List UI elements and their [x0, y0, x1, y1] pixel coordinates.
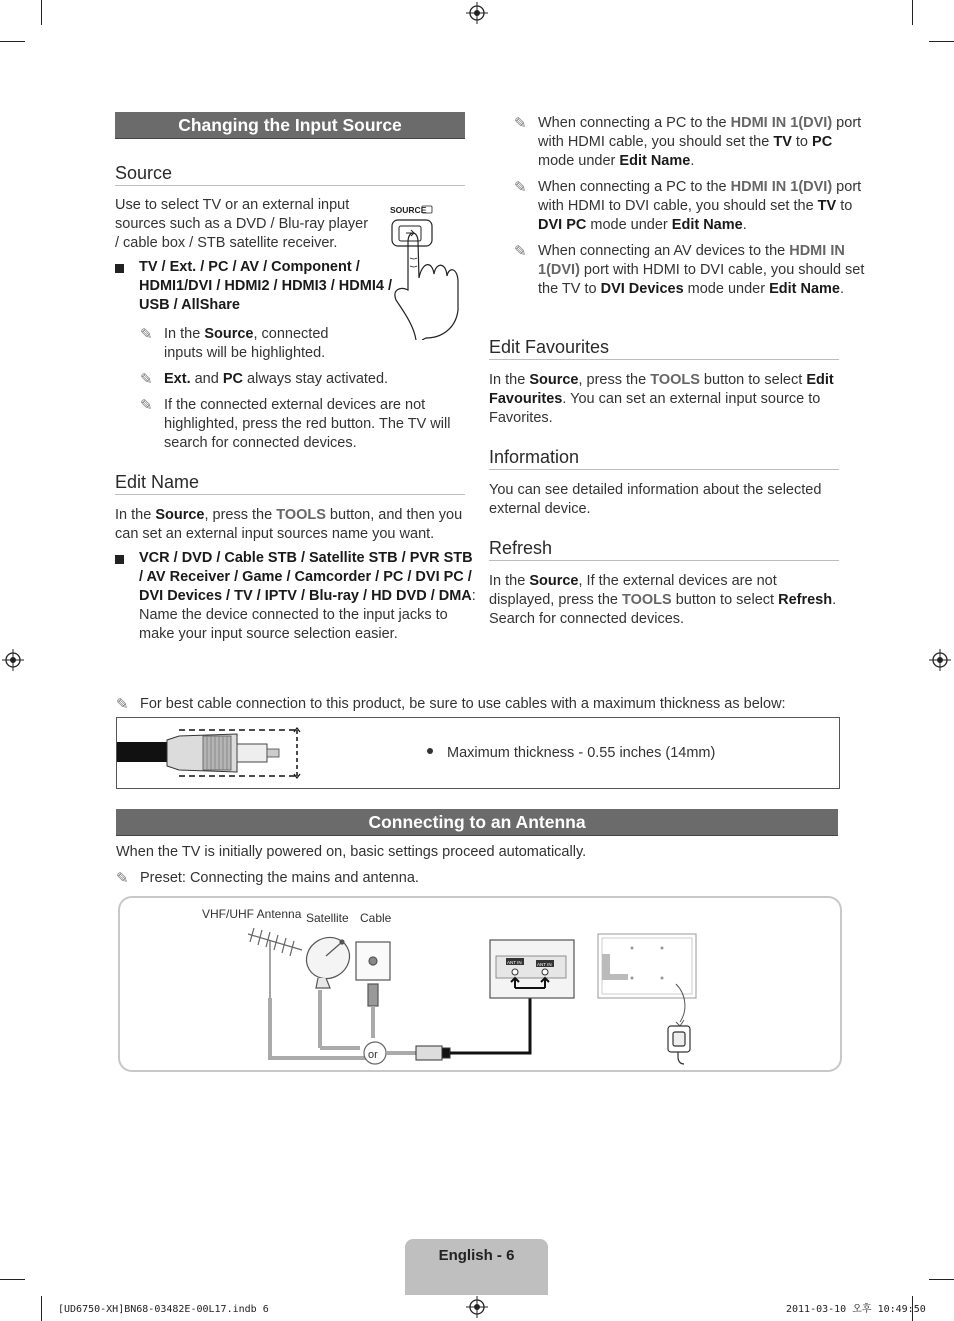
label-or: or	[368, 1049, 378, 1061]
slug-timestamp: 2011-03-10 오후 10:49:50	[786, 1304, 926, 1315]
bold-text: Source	[529, 573, 579, 589]
source-input-list: TV / Ext. / PC / AV / Component / HDMI1/DVI / HDMI2 / HDMI3 / HDMI4 / USB / AllShare	[139, 259, 392, 313]
information-text: You can see detailed information about the selected external device.	[489, 482, 822, 517]
cable-thickness-box	[116, 717, 840, 789]
text: port with HDMI to DVI cable, you should set the TV to	[538, 262, 865, 297]
crop-mark	[0, 1279, 25, 1280]
text: mode under	[538, 153, 620, 169]
hdmi-port-label: HDMI IN 1(DVI)	[538, 243, 845, 278]
source-intro: Use to select TV or an external input sources such as a DVD / Blu-ray player / cable box / STB satellite receiver.	[115, 197, 369, 251]
note-pencil-icon: ✎	[116, 695, 129, 713]
remote-source-button-illustration	[386, 200, 466, 340]
text: In the	[489, 573, 530, 589]
source-bullet-input-list	[115, 258, 394, 315]
device-name-list: VCR / DVD / Cable STB / Satellite STB / PVR STB / AV Receiver / Game / Camcorder / PC / DVI PC / DVI Devices / TV / IPTV / Blu-ray / HD DVD / DMA	[139, 550, 473, 604]
text: button to select	[671, 592, 779, 608]
power-cord-connector-icon	[668, 1026, 690, 1064]
bullet-square-icon	[115, 555, 124, 564]
text: mode under	[586, 217, 672, 233]
source-note-red-button	[140, 396, 489, 453]
section-title-antenna: Connecting to an Antenna	[116, 809, 838, 836]
edit-name-intro	[115, 506, 470, 544]
cable-wall-socket-icon	[356, 942, 390, 1038]
text: When connecting a PC to the	[538, 115, 731, 131]
crop-mark	[912, 0, 913, 25]
edit-name-bullet-device-list	[115, 549, 479, 644]
text: mode under	[683, 281, 770, 297]
note-pencil-icon: ✎	[514, 178, 527, 196]
text: In the	[115, 507, 156, 523]
antenna-preset-note	[116, 869, 860, 888]
source-note-always-active	[140, 370, 489, 389]
note-text: If the connected external devices are not highlighted, press the red button. The TV will search for connected devices.	[164, 397, 451, 451]
text: button to select	[699, 372, 807, 388]
crop-mark	[41, 1296, 42, 1321]
heading-refresh: Refresh	[489, 539, 839, 561]
note-pencil-icon: ✎	[514, 114, 527, 132]
note-pencil-icon: ✎	[140, 370, 153, 388]
note-text: always stay activated.	[243, 371, 389, 387]
heading-edit-name: Edit Name	[115, 473, 465, 495]
slug-file-info: [UD6750-XH]BN68-03482E-00L17.indb 6	[58, 1304, 269, 1315]
satellite-dish-icon	[299, 930, 357, 1048]
hdmi-note-pc	[514, 114, 868, 171]
hdmi-note-dvi-pc	[514, 178, 868, 235]
edit-favourites-text	[489, 371, 841, 428]
label-cable: Cable	[360, 911, 392, 925]
text: port with HDMI to DVI cable, you should set the	[538, 179, 862, 214]
registration-mark-icon	[2, 649, 24, 671]
note-text: For best cable connection to this product, be sure to use cables with a maximum thickness as below:	[140, 696, 786, 712]
registration-mark-icon	[929, 649, 951, 671]
refresh-text	[489, 572, 841, 629]
page-number-tab: English - 6	[405, 1239, 548, 1295]
hdmi-port-label: HDMI IN 1(DVI)	[730, 179, 833, 195]
label-satellite: Satellite	[306, 911, 349, 925]
tv-rear-view-icon	[598, 934, 696, 998]
bold-text: Edit Favourites	[489, 372, 834, 407]
note-text: , connected inputs will be highlighted.	[164, 326, 329, 361]
cable-spec-text: Maximum thickness - 0.55 inches (14mm)	[447, 745, 716, 761]
bold-text: Source	[529, 372, 579, 388]
text: .	[690, 153, 695, 169]
text: : Name the device connected to the input jacks to make your input source selection easier.	[139, 588, 476, 642]
bullet-dot-icon	[427, 748, 433, 754]
tv-ant-in-panel-icon	[490, 940, 574, 998]
crop-mark	[929, 41, 954, 42]
text: When connecting a PC to the	[538, 179, 731, 195]
coaxial-connector-icon	[416, 1046, 450, 1060]
text: , press the	[578, 372, 651, 388]
registration-mark-icon	[466, 2, 488, 24]
text: In the	[489, 372, 530, 388]
label-vhf-uhf-antenna: VHF/UHF Antenna	[202, 907, 302, 921]
bold-text: TV	[817, 198, 837, 214]
note-pencil-icon: ✎	[116, 869, 129, 887]
crop-mark	[929, 1279, 954, 1280]
heading-information: Information	[489, 448, 839, 470]
bold-text: PC	[812, 134, 833, 150]
bold-text: Source	[155, 507, 205, 523]
section-title-input-source: Changing the Input Source	[115, 112, 465, 139]
crop-mark	[0, 41, 25, 42]
text: .	[840, 281, 845, 297]
bullet-square-icon	[115, 264, 124, 273]
cable-connector-illustration	[117, 718, 317, 788]
heading-edit-favourites: Edit Favourites	[489, 338, 839, 360]
bold-text: Edit Name	[671, 217, 743, 233]
note-text: Preset: Connecting the mains and antenna.	[140, 870, 419, 886]
text: port with HDMI cable, you should set the	[538, 115, 862, 150]
text: , If the external devices are not displayed, press the	[489, 573, 777, 608]
heading-source: Source	[115, 164, 465, 186]
note-text: In the	[164, 326, 205, 342]
note-bold: Ext.	[164, 371, 191, 387]
vhf-uhf-antenna-icon	[248, 928, 302, 998]
registration-mark-icon	[466, 1296, 488, 1318]
antenna-diagram-svg	[120, 898, 840, 1070]
hdmi-note-av-devices	[514, 242, 868, 299]
note-pencil-icon: ✎	[514, 242, 527, 260]
antenna-intro: When the TV is initially powered on, basic settings proceed automatically.	[116, 844, 587, 860]
text: . Search for connected devices.	[489, 592, 837, 627]
hdmi-port-label: HDMI IN 1(DVI)	[730, 115, 833, 131]
note-bold: Source	[204, 326, 254, 342]
source-note-highlighted	[140, 325, 364, 363]
bold-text: Edit Name	[769, 281, 841, 297]
text: to	[791, 134, 813, 150]
bold-text: Edit Name	[619, 153, 691, 169]
tools-button-label: TOOLS	[650, 372, 700, 388]
note-pencil-icon: ✎	[140, 325, 153, 343]
remote-source-label: SOURCE	[390, 205, 427, 215]
note-bold: PC	[222, 371, 243, 387]
text: to	[836, 198, 853, 214]
cable-thickness-note	[116, 695, 870, 714]
cable-spec-item	[427, 744, 715, 763]
text: When connecting an AV devices to the	[538, 243, 790, 259]
text: . You can set an external input source to Favorites.	[489, 391, 821, 426]
note-text: and	[190, 371, 223, 387]
text: , press the	[204, 507, 277, 523]
tools-button-label: TOOLS	[276, 507, 326, 523]
bold-text: TV	[773, 134, 792, 150]
bold-text: DVI Devices	[600, 281, 684, 297]
crop-mark	[41, 0, 42, 25]
label-ant-in-2: ANT IN	[537, 962, 552, 967]
text: button, and then you can set an external input sources name you want.	[115, 507, 463, 542]
bold-text: Refresh	[778, 592, 833, 608]
text: .	[742, 217, 747, 233]
bold-text: DVI PC	[538, 217, 587, 233]
tools-button-label: TOOLS	[622, 592, 672, 608]
label-ant-in-1: ANT IN	[507, 960, 522, 965]
note-pencil-icon: ✎	[140, 396, 153, 414]
antenna-connection-diagram	[118, 896, 842, 1072]
